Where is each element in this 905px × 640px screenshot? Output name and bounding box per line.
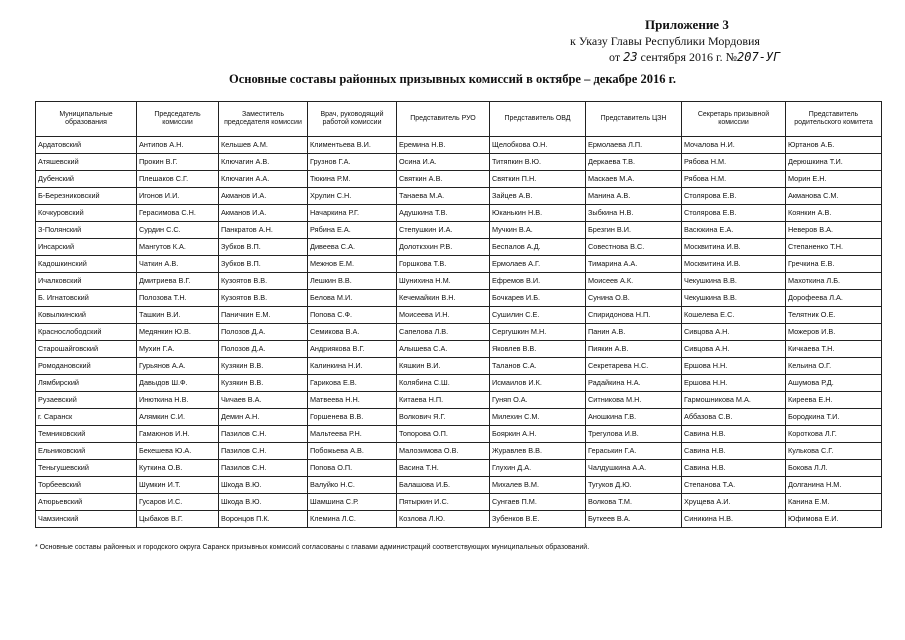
member-cell: Шумкин И.Т.: [137, 477, 219, 494]
date-prefix: от: [609, 50, 621, 64]
member-cell: Шкода В.Ю.: [219, 477, 308, 494]
municipality-cell: Дубенский: [36, 171, 137, 188]
member-cell: Сунина О.В.: [586, 290, 682, 307]
table-row: [36, 375, 882, 392]
member-cell: Чалдушкина А.А.: [586, 460, 682, 477]
municipality-cell: Теньгушевский: [36, 460, 137, 477]
member-cell: Таланов С.А.: [490, 358, 586, 375]
member-cell: Кяшкин В.И.: [397, 358, 490, 375]
member-cell: Балашова И.Б.: [397, 477, 490, 494]
member-cell: Рябова Н.М.: [682, 171, 786, 188]
decree-date: [609, 50, 780, 65]
member-cell: Кельина О.Г.: [786, 358, 882, 375]
member-cell: Трегулова И.В.: [586, 426, 682, 443]
member-cell: Топорова О.П.: [397, 426, 490, 443]
municipality-cell: Ардатовский: [36, 137, 137, 154]
member-cell: Аббазова С.В.: [682, 409, 786, 426]
member-cell: Цыбаков В.Г.: [137, 511, 219, 528]
table-row: [36, 460, 882, 477]
member-cell: Телятник О.Е.: [786, 307, 882, 324]
member-cell: Совестнова В.С.: [586, 239, 682, 256]
member-cell: Осина И.А.: [397, 154, 490, 171]
member-cell: Короткова Л.Г.: [786, 426, 882, 443]
member-cell: Степанова Т.А.: [682, 477, 786, 494]
member-cell: Пазилов С.Н.: [219, 426, 308, 443]
member-cell: Бородкина Т.И.: [786, 409, 882, 426]
member-cell: Щелобкова О.Н.: [490, 137, 586, 154]
member-cell: Кузоятов В.В.: [219, 273, 308, 290]
member-cell: Полозов Д.А.: [219, 341, 308, 358]
member-cell: Дерюшкина Т.И.: [786, 154, 882, 171]
table-row: [36, 273, 882, 290]
municipality-cell: Ичалковский: [36, 273, 137, 290]
member-cell: Яковлев В.В.: [490, 341, 586, 358]
member-cell: Тюкина Р.М.: [308, 171, 397, 188]
date-handwritten: 23: [623, 50, 638, 64]
member-cell: Танаева М.А.: [397, 188, 490, 205]
table-row: [36, 137, 882, 154]
member-cell: Сергушкин М.Н.: [490, 324, 586, 341]
member-cell: Горшенева В.В.: [308, 409, 397, 426]
table-row: [36, 341, 882, 358]
member-cell: Гусаров И.С.: [137, 494, 219, 511]
municipality-cell: Лямбирский: [36, 375, 137, 392]
table-row: [36, 409, 882, 426]
municipality-cell: Ковылкинский: [36, 307, 137, 324]
member-cell: Гречкина Е.В.: [786, 256, 882, 273]
member-cell: Столярова Е.В.: [682, 205, 786, 222]
member-cell: Зыбкина Н.В.: [586, 205, 682, 222]
member-cell: Паничкин Е.М.: [219, 307, 308, 324]
member-cell: Инюткина Н.В.: [137, 392, 219, 409]
member-cell: Ермолаева Л.П.: [586, 137, 682, 154]
municipality-cell: Атяшевский: [36, 154, 137, 171]
member-cell: Калинкина Н.И.: [308, 358, 397, 375]
municipality-cell: Инсарский: [36, 239, 137, 256]
municipality-cell: Б-Березниковский: [36, 188, 137, 205]
member-cell: Исмаилов И.К.: [490, 375, 586, 392]
member-cell: Куткина О.В.: [137, 460, 219, 477]
table-row: [36, 324, 882, 341]
member-cell: Шунихина Н.М.: [397, 273, 490, 290]
member-cell: Плешаков С.Г.: [137, 171, 219, 188]
municipality-cell: г. Саранск: [36, 409, 137, 426]
member-cell: Клемина Л.С.: [308, 511, 397, 528]
municipality-cell: Ельниковский: [36, 443, 137, 460]
member-cell: Сушилин С.Е.: [490, 307, 586, 324]
member-cell: Климентьева В.И.: [308, 137, 397, 154]
member-cell: Малозимова О.В.: [397, 443, 490, 460]
member-cell: Чичаев В.А.: [219, 392, 308, 409]
member-cell: Гераськин Г.А.: [586, 443, 682, 460]
member-cell: Буткеев В.А.: [586, 511, 682, 528]
document-title: Основные составы районных призывных комиссий в октябре – декабре 2016 г.: [229, 72, 676, 86]
member-cell: Степаненко Т.Н.: [786, 239, 882, 256]
member-cell: Ашумова Р.Д.: [786, 375, 882, 392]
municipality-cell: З-Полянский: [36, 222, 137, 239]
member-cell: Манина А.В.: [586, 188, 682, 205]
member-cell: Мухин Г.А.: [137, 341, 219, 358]
member-cell: Столярова Е.В.: [682, 188, 786, 205]
municipality-cell: Темниковский: [36, 426, 137, 443]
member-cell: Демин А.Н.: [219, 409, 308, 426]
member-cell: Андриякова В.Г.: [308, 341, 397, 358]
member-cell: Панкратов А.Н.: [219, 222, 308, 239]
member-cell: Гуняп О.А.: [490, 392, 586, 409]
member-cell: Зайцев А.В.: [490, 188, 586, 205]
member-cell: Ершова Н.Н.: [682, 375, 786, 392]
member-cell: Полозов Д.А.: [219, 324, 308, 341]
member-cell: Кузякин В.В.: [219, 375, 308, 392]
column-header: Представитель РУО: [397, 102, 490, 137]
member-cell: Шамшина С.Р.: [308, 494, 397, 511]
member-cell: Канина Е.М.: [786, 494, 882, 511]
member-cell: Грузнов Г.А.: [308, 154, 397, 171]
member-cell: Чекушкина В.В.: [682, 290, 786, 307]
municipality-cell: Торбеевский: [36, 477, 137, 494]
commissions-table: [35, 101, 882, 528]
member-cell: Спиридонова Н.П.: [586, 307, 682, 324]
member-cell: Радайкина Н.А.: [586, 375, 682, 392]
footnote: * Основные составы районных и городского округа Саранск призывных комиссий согласованы с главами администраций соответствующих муниципальных образований.: [35, 544, 590, 551]
member-cell: Титяпкин В.Ю.: [490, 154, 586, 171]
member-cell: Гармошникова М.А.: [682, 392, 786, 409]
member-cell: Гамаюнов И.Н.: [137, 426, 219, 443]
member-cell: Васюкина Е.А.: [682, 222, 786, 239]
member-cell: Акманов И.А.: [219, 188, 308, 205]
municipality-cell: Б. Игнатовский: [36, 290, 137, 307]
column-header: Секретарь призывной комиссии: [682, 102, 786, 137]
table-row: [36, 443, 882, 460]
member-cell: Кельшев А.М.: [219, 137, 308, 154]
member-cell: Попова О.П.: [308, 460, 397, 477]
member-cell: Святкин А.В.: [397, 171, 490, 188]
column-header: Заместитель председателя комиссии: [219, 102, 308, 137]
member-cell: Брезгин В.И.: [586, 222, 682, 239]
table-row: [36, 205, 882, 222]
member-cell: Кузякин В.В.: [219, 358, 308, 375]
member-cell: Волкова Т.М.: [586, 494, 682, 511]
member-cell: Милехин С.М.: [490, 409, 586, 426]
number-handwritten: 207-УГ: [737, 50, 781, 64]
member-cell: Тимарина А.А.: [586, 256, 682, 273]
member-cell: Бочкарев И.Б.: [490, 290, 586, 307]
member-cell: Воронцов П.К.: [219, 511, 308, 528]
table-row: [36, 256, 882, 273]
member-cell: Пиякин А.В.: [586, 341, 682, 358]
member-cell: Москвитина И.В.: [682, 239, 786, 256]
member-cell: Медянкин Ю.В.: [137, 324, 219, 341]
member-cell: Акманов И.А.: [219, 205, 308, 222]
member-cell: Кичкаева Т.Н.: [786, 341, 882, 358]
member-cell: Горшкова Т.В.: [397, 256, 490, 273]
member-cell: Дорофеева Л.А.: [786, 290, 882, 307]
member-cell: Герасимова С.Н.: [137, 205, 219, 222]
column-header: Представитель ОВД: [490, 102, 586, 137]
member-cell: Алышева С.А.: [397, 341, 490, 358]
member-cell: Савина Н.В.: [682, 443, 786, 460]
member-cell: Ефремов В.И.: [490, 273, 586, 290]
member-cell: Киреева Е.Н.: [786, 392, 882, 409]
municipality-cell: Кадошкинский: [36, 256, 137, 273]
member-cell: Пятыркин И.С.: [397, 494, 490, 511]
member-cell: Алямкин С.И.: [137, 409, 219, 426]
member-cell: Кузоятов В.В.: [219, 290, 308, 307]
member-cell: Полозова Т.Н.: [137, 290, 219, 307]
table-row: [36, 188, 882, 205]
table-body: [36, 137, 882, 528]
member-cell: Зубенков В.Е.: [490, 511, 586, 528]
member-cell: Журавлев В.В.: [490, 443, 586, 460]
member-cell: Сапелова Л.В.: [397, 324, 490, 341]
member-cell: Неверов В.А.: [786, 222, 882, 239]
member-cell: Мучкин В.А.: [490, 222, 586, 239]
date-middle: сентября 2016 г. №: [640, 50, 738, 64]
table-row: [36, 171, 882, 188]
table-row: [36, 494, 882, 511]
table-row: [36, 392, 882, 409]
member-cell: Сивцова А.Н.: [682, 324, 786, 341]
member-cell: Можеров И.В.: [786, 324, 882, 341]
member-cell: Игонов И.И.: [137, 188, 219, 205]
member-cell: Козлова Л.Ю.: [397, 511, 490, 528]
member-cell: Ташкин В.И.: [137, 307, 219, 324]
member-cell: Давыдов Ш.Ф.: [137, 375, 219, 392]
member-cell: Антипов А.Н.: [137, 137, 219, 154]
municipality-cell: Старошайговский: [36, 341, 137, 358]
member-cell: Межнов Е.М.: [308, 256, 397, 273]
member-cell: Степушкин И.А.: [397, 222, 490, 239]
member-cell: Пазилов С.Н.: [219, 443, 308, 460]
member-cell: Попова С.Ф.: [308, 307, 397, 324]
table-row: [36, 239, 882, 256]
member-cell: Китаева Н.П.: [397, 392, 490, 409]
member-cell: Рябина Е.А.: [308, 222, 397, 239]
member-cell: Савина Н.В.: [682, 426, 786, 443]
municipality-cell: Краснослободский: [36, 324, 137, 341]
member-cell: Мальтеева Р.Н.: [308, 426, 397, 443]
member-cell: Бекешева Ю.А.: [137, 443, 219, 460]
member-cell: Долоткзхин Р.В.: [397, 239, 490, 256]
decree-reference: к Указу Главы Республики Мордовия: [570, 34, 760, 48]
member-cell: Долганина Н.М.: [786, 477, 882, 494]
member-cell: Маскаев М.А.: [586, 171, 682, 188]
table-row: [36, 358, 882, 375]
member-cell: Бокова Л.Л.: [786, 460, 882, 477]
member-cell: Зубков В.П.: [219, 239, 308, 256]
member-cell: Акманова С.М.: [786, 188, 882, 205]
member-cell: Сурдин С.С.: [137, 222, 219, 239]
member-cell: Святкин П.Н.: [490, 171, 586, 188]
municipality-cell: Атюрьевский: [36, 494, 137, 511]
table-row: [36, 426, 882, 443]
column-header: Председатель комиссии: [137, 102, 219, 137]
member-cell: Еремина Н.В.: [397, 137, 490, 154]
member-cell: Панин А.В.: [586, 324, 682, 341]
member-cell: Коянкин А.В.: [786, 205, 882, 222]
member-cell: Секретарева Н.С.: [586, 358, 682, 375]
member-cell: Деркаева Т.В.: [586, 154, 682, 171]
member-cell: Мочалова Н.И.: [682, 137, 786, 154]
member-cell: Юртанов А.Б.: [786, 137, 882, 154]
member-cell: Синикина Н.В.: [682, 511, 786, 528]
table-header-row: [36, 102, 882, 137]
member-cell: Сивцова А.Н.: [682, 341, 786, 358]
member-cell: Кулькова С.Г.: [786, 443, 882, 460]
member-cell: Зубков В.П.: [219, 256, 308, 273]
member-cell: Кошелева Е.С.: [682, 307, 786, 324]
member-cell: Беспалов А.Д.: [490, 239, 586, 256]
municipality-cell: Рузаевский: [36, 392, 137, 409]
table-row: [36, 307, 882, 324]
member-cell: Ключагин А.А.: [219, 171, 308, 188]
member-cell: Гарикова Е.В.: [308, 375, 397, 392]
member-cell: Пазилов С.Н.: [219, 460, 308, 477]
member-cell: Дмитриева В.Г.: [137, 273, 219, 290]
member-cell: Хрущева А.И.: [682, 494, 786, 511]
member-cell: Семикова В.А.: [308, 324, 397, 341]
member-cell: Юфимова Е.И.: [786, 511, 882, 528]
member-cell: Бояркин А.Н.: [490, 426, 586, 443]
column-header: Муниципальные образования: [36, 102, 137, 137]
table-row: [36, 222, 882, 239]
member-cell: Ершова Н.Н.: [682, 358, 786, 375]
member-cell: Колябина С.Ш.: [397, 375, 490, 392]
table-row: [36, 477, 882, 494]
member-cell: Тугуков Д.Ю.: [586, 477, 682, 494]
member-cell: Гурьянов А.А.: [137, 358, 219, 375]
member-cell: Васина Т.Н.: [397, 460, 490, 477]
member-cell: Кечемайкин В.Н.: [397, 290, 490, 307]
appendix-heading: Приложение 3: [645, 17, 729, 32]
member-cell: Белова М.И.: [308, 290, 397, 307]
table-row: [36, 154, 882, 171]
table-row: [36, 290, 882, 307]
member-cell: Глухин Д.А.: [490, 460, 586, 477]
member-cell: Хрулин С.Н.: [308, 188, 397, 205]
member-cell: Прокин В.Г.: [137, 154, 219, 171]
member-cell: Ситникова М.Н.: [586, 392, 682, 409]
table-row: [36, 511, 882, 528]
municipality-cell: Чамзинский: [36, 511, 137, 528]
member-cell: Лешкин В.В.: [308, 273, 397, 290]
column-header: Врач, руководящий работой комиссии: [308, 102, 397, 137]
member-cell: Шкода В.Ю.: [219, 494, 308, 511]
member-cell: Махоткина Л.Б.: [786, 273, 882, 290]
member-cell: Валуйко Н.С.: [308, 477, 397, 494]
column-header: Представитель ЦЗН: [586, 102, 682, 137]
member-cell: Сунгаев П.М.: [490, 494, 586, 511]
column-header: Представитель родительского комитета: [786, 102, 882, 137]
member-cell: Михалев В.М.: [490, 477, 586, 494]
member-cell: Начаркина Р.Г.: [308, 205, 397, 222]
municipality-cell: Кочкуровский: [36, 205, 137, 222]
member-cell: Москвитина И.В.: [682, 256, 786, 273]
member-cell: Мангутов К.А.: [137, 239, 219, 256]
member-cell: Савина Н.В.: [682, 460, 786, 477]
member-cell: Побожьева А.В.: [308, 443, 397, 460]
member-cell: Юканькин Н.В.: [490, 205, 586, 222]
municipality-cell: Ромодановский: [36, 358, 137, 375]
member-cell: Чекушкина В.В.: [682, 273, 786, 290]
member-cell: Матвеева Н.Н.: [308, 392, 397, 409]
member-cell: Волкович Я.Г.: [397, 409, 490, 426]
member-cell: Морин Е.Н.: [786, 171, 882, 188]
member-cell: Ключагин А.В.: [219, 154, 308, 171]
member-cell: Моисеева И.Н.: [397, 307, 490, 324]
member-cell: Ермолаев А.Г.: [490, 256, 586, 273]
member-cell: Чаткин А.В.: [137, 256, 219, 273]
member-cell: Моисеев А.К.: [586, 273, 682, 290]
member-cell: Адушкина Т.В.: [397, 205, 490, 222]
member-cell: Дивеева С.А.: [308, 239, 397, 256]
member-cell: Рябова Н.М.: [682, 154, 786, 171]
member-cell: Аношкина Г.В.: [586, 409, 682, 426]
